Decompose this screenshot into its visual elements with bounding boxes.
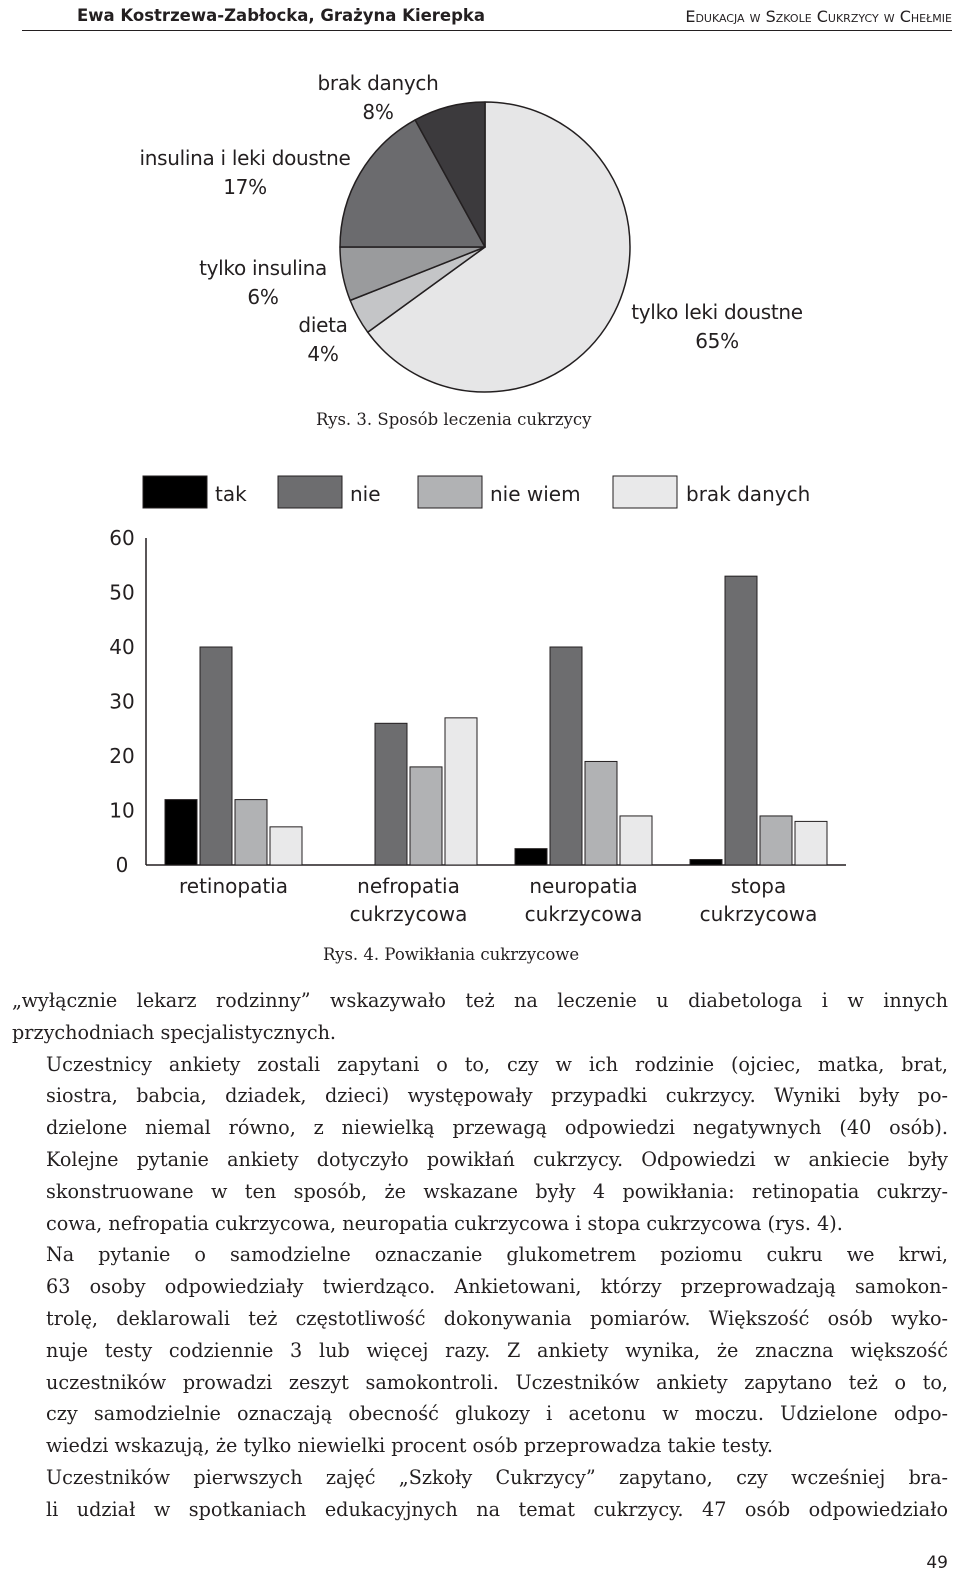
header-journal-title: Edukacja w Szkole Cukrzycy w Chełmie — [685, 7, 952, 26]
paragraph — [12, 985, 948, 1049]
pie-label-brak-danych: brak danych — [317, 71, 439, 95]
header-authors: Ewa Kostrzewa-Zabłocka, Grażyna Kierepka — [77, 6, 486, 25]
text-line: 63 osoby odpowiedziały twierdząco. Ankietowani, którzy przeprowadzają samokon- — [46, 1275, 948, 1299]
pie-label-dieta: dieta — [298, 313, 348, 337]
pie-percent-tylko-leki-doustne: 65% — [695, 329, 739, 353]
y-tick-label-0: 0 — [115, 853, 129, 877]
bar-nefropatia-cukrzycowa-brak-danych — [445, 718, 477, 865]
y-tick-label-20: 20 — [109, 744, 135, 768]
y-tick-label-40: 40 — [109, 635, 135, 659]
pie-percent-dieta: 4% — [307, 342, 339, 366]
text-line: wiedzi wskazują, że tylko niewielki procent osób przeprowadza takie testy. — [46, 1434, 773, 1458]
legend-swatch-nie — [278, 476, 342, 508]
bar-nefropatia-cukrzycowa-nie — [375, 723, 407, 865]
x-category-label-stopa-cukrzycowa: cukrzycowa — [699, 902, 818, 926]
x-category-label-neuropatia-cukrzycowa: neuropatia — [529, 874, 638, 898]
legend-label-nie-wiem: nie wiem — [490, 482, 581, 506]
bar-neuropatia-cukrzycowa-tak — [515, 849, 547, 865]
y-tick-label-60: 60 — [109, 526, 135, 550]
legend-swatch-nie-wiem — [418, 476, 482, 508]
bar-stopa-cukrzycowa-nie-wiem — [760, 816, 792, 865]
legend-label-brak-danych: brak danych — [686, 482, 811, 506]
running-header — [22, 4, 952, 31]
text-line: uczestników prowadzi zeszyt samokontroli. Uczestników ankiety zapytano też o to, — [46, 1370, 948, 1394]
text-line: skonstruowane w ten sposób, że wskazane były 4 powikłania: retinopatia cukrzy- — [46, 1179, 948, 1203]
text-line: trolę, deklarowali też częstotliwość dokonywania pomiarów. Większość osób wyko- — [46, 1306, 948, 1330]
text-line: Na pytanie o samodzielne oznaczanie glukometrem poziomu cukru we krwi, — [46, 1243, 948, 1267]
text-line: Kolejne pytanie ankiety dotyczyło powikłań cukrzycy. Odpowiedzi w ankiecie były — [46, 1147, 948, 1171]
pie-percent-tylko-insulina: 6% — [247, 285, 279, 309]
x-category-label-nefropatia-cukrzycowa: cukrzycowa — [349, 902, 468, 926]
legend-swatch-tak — [143, 476, 207, 508]
text-line: „wyłącznie lekarz rodzinny” wskazywało też na leczenie u diabetologa i w innych — [12, 989, 948, 1012]
bar-stopa-cukrzycowa-tak — [690, 860, 722, 865]
y-tick-label-10: 10 — [109, 798, 135, 823]
bar-neuropatia-cukrzycowa-brak-danych — [620, 816, 652, 865]
y-tick-label-50: 50 — [109, 580, 135, 605]
x-category-label-neuropatia-cukrzycowa: cukrzycowa — [524, 902, 643, 926]
text-line: Uczestników pierwszych zajęć „Szkoły Cukrzycy” zapytano, czy wcześniej bra- — [46, 1465, 948, 1489]
body-text — [12, 985, 948, 1526]
pie-label-tylko-insulina: tylko insulina — [199, 256, 327, 280]
legend-swatch-brak-danych — [613, 476, 677, 508]
paragraph — [12, 1239, 948, 1462]
legend-label-tak: tak — [215, 482, 247, 506]
pie-percent-insulina-i-leki-doustne: 17% — [223, 175, 267, 199]
pie-chart — [0, 60, 960, 400]
pie-percent-brak-danych: 8% — [362, 100, 394, 124]
text-line: cowa, nefropatia cukrzycowa, neuropatia cukrzycowa i stopa cukrzycowa (rys. 4). — [46, 1211, 843, 1235]
bar-retinopatia-nie-wiem — [235, 800, 267, 865]
bar-retinopatia-brak-danych — [270, 827, 302, 865]
pie-label-tylko-leki-doustne: tylko leki doustne — [631, 300, 803, 324]
bar-stopa-cukrzycowa-nie — [725, 576, 757, 865]
paragraph — [12, 1462, 948, 1526]
bar-chart — [0, 460, 960, 940]
x-category-label-stopa-cukrzycowa: stopa — [730, 874, 787, 898]
bar-nefropatia-cukrzycowa-nie-wiem — [410, 767, 442, 865]
bar-retinopatia-nie — [200, 647, 232, 865]
bar-neuropatia-cukrzycowa-nie — [550, 647, 582, 865]
bar-stopa-cukrzycowa-brak-danych — [795, 821, 827, 865]
x-category-label-retinopatia: retinopatia — [178, 874, 289, 898]
figure-4-caption: Rys. 4. Powikłania cukrzycowe — [323, 945, 580, 964]
legend-label-nie: nie — [350, 482, 381, 506]
figure-3-caption: Rys. 3. Sposób leczenia cukrzycy — [316, 410, 592, 429]
text-line: siostra, babcia, dziadek, dzieci) występowały przypadki cukrzycy. Wyniki były po- — [46, 1084, 948, 1108]
bar-neuropatia-cukrzycowa-nie-wiem — [585, 761, 617, 865]
page-number: 49 — [926, 1553, 948, 1573]
pie-label-insulina-i-leki-doustne: insulina i leki doustne — [139, 146, 351, 170]
x-category-label-nefropatia-cukrzycowa: nefropatia — [357, 874, 460, 898]
bar-retinopatia-tak — [165, 800, 197, 865]
text-line: czy samodzielnie oznaczają obecność glukozy i acetonu w moczu. Udzielone odpo- — [46, 1402, 948, 1426]
text-line: nuje testy codziennie 3 lub więcej razy. Z ankiety wynika, że znaczna większość — [46, 1338, 948, 1362]
paragraph — [12, 1049, 948, 1240]
text-line: li udział w spotkaniach edukacyjnych na temat cukrzycy. 47 osób odpowiedziało — [46, 1497, 948, 1521]
text-line: dzielone niemal równo, z niewielką przewagą odpowiedzi negatywnych (40 osób). — [46, 1116, 948, 1140]
text-line: przychodniach specjalistycznych. — [12, 1020, 337, 1044]
y-tick-label-30: 30 — [109, 689, 135, 714]
text-line: Uczestnicy ankiety zostali zapytani o to, czy w ich rodzinie (ojciec, matka, brat, — [46, 1052, 948, 1076]
